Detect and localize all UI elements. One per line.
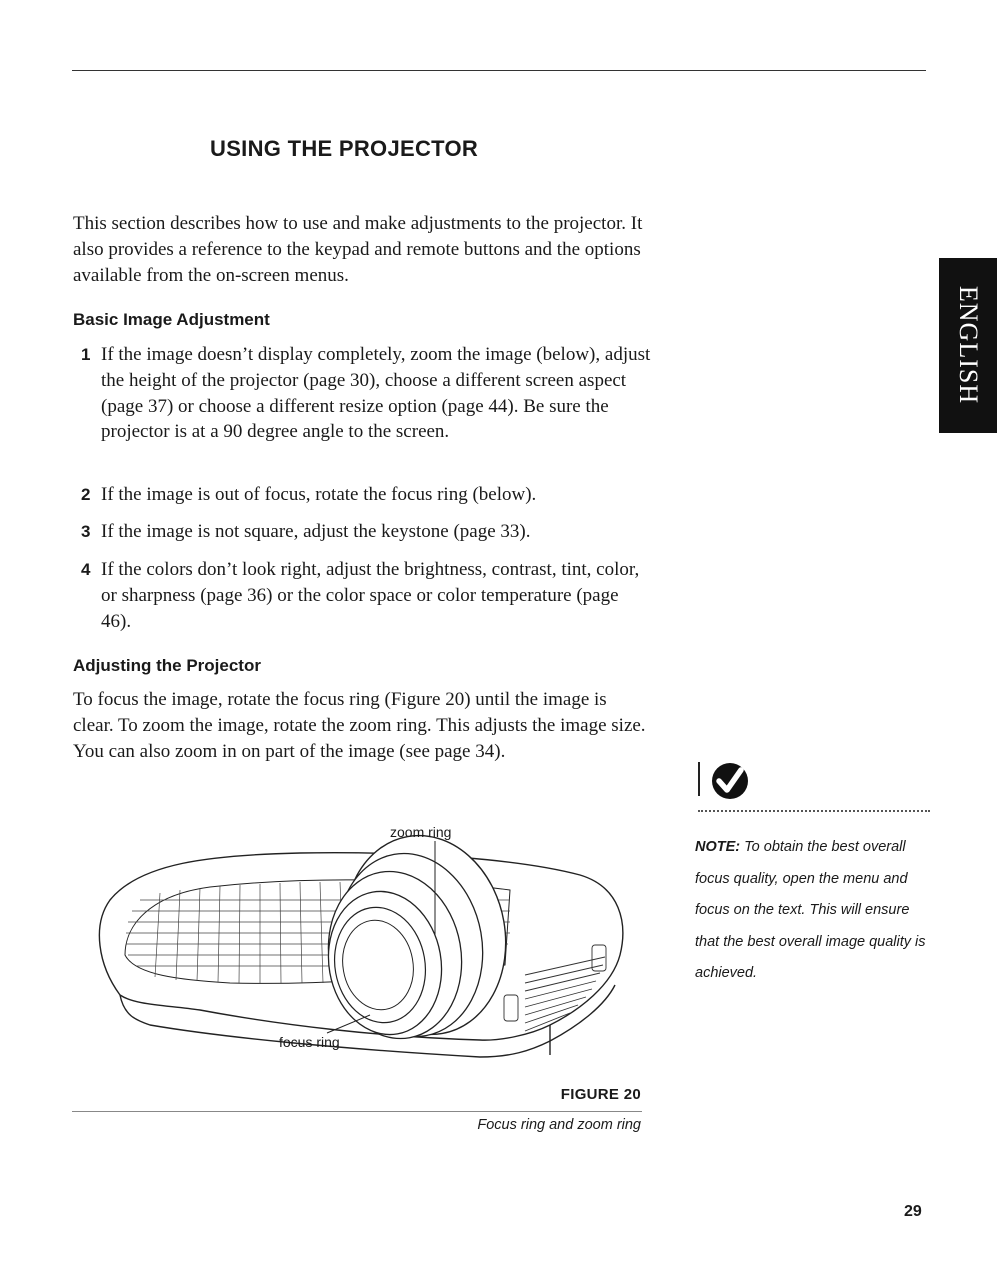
step-number: 2 [81,485,91,504]
step-number: 3 [81,522,91,541]
language-tab-label: ENGLISH [954,285,983,405]
header-rule [72,70,926,71]
step-text: If the colors don’t look right, adjust the brightness, contrast, tint, color, or sharpness (page 36) or the color space or color temperature (page 46). [101,559,640,632]
note-margin-bar [698,762,700,796]
step-text: If the image is out of focus, rotate the focus ring (below). [101,484,537,505]
step-number: 4 [81,560,91,579]
intro-paragraph: This section describes how to use and make adjustments to the projector. It also provides a reference to the keypad and remote buttons and the options available from the on-screen menus. [73,213,643,286]
note-text [695,832,930,990]
checkmark-note-icon [710,761,750,801]
figure-caption: Focus ring and zoom ring [477,1117,641,1133]
page-number: 29 [904,1203,922,1220]
step-number: 1 [81,345,91,364]
note-body: To obtain the best overall focus quality, open the menu and focus on the text. This will ensure that the best overall image quality is achieved. [695,839,926,981]
note-label: NOTE: [695,839,741,855]
section-heading-adjusting-the-projector: Adjusting the Projector [73,656,261,675]
projector-illustration [80,815,650,1065]
section-heading-basic-image-adjustment: Basic Image Adjustment [73,310,270,329]
step-text: If the image is not square, adjust the keystone (page 33). [101,521,531,542]
figure-caption-rule [72,1111,642,1112]
language-side-tab [939,258,997,433]
focus-ring-callout: focus ring [279,1034,340,1050]
figure-number: FIGURE 20 [560,1086,641,1103]
adjusting-paragraph: To focus the image, rotate the focus ring (Figure 20) until the image is clear. To zoom the image, rotate the zoom ring. This adjusts the image size. You can also zoom in on part of the image (see page 34). [73,689,646,762]
step-text: If the image doesn’t display completely, zoom the image (below), adjust the height of the projector (page 30), choose a different screen aspect (page 37) or choose a different resize option (page 44). Be sure the projector is at a 90 degree angle to the screen. [101,344,651,443]
zoom-ring-callout: zoom ring [390,824,452,840]
note-dotted-divider [698,810,930,812]
page-title: USING THE PROJECTOR [210,136,479,161]
